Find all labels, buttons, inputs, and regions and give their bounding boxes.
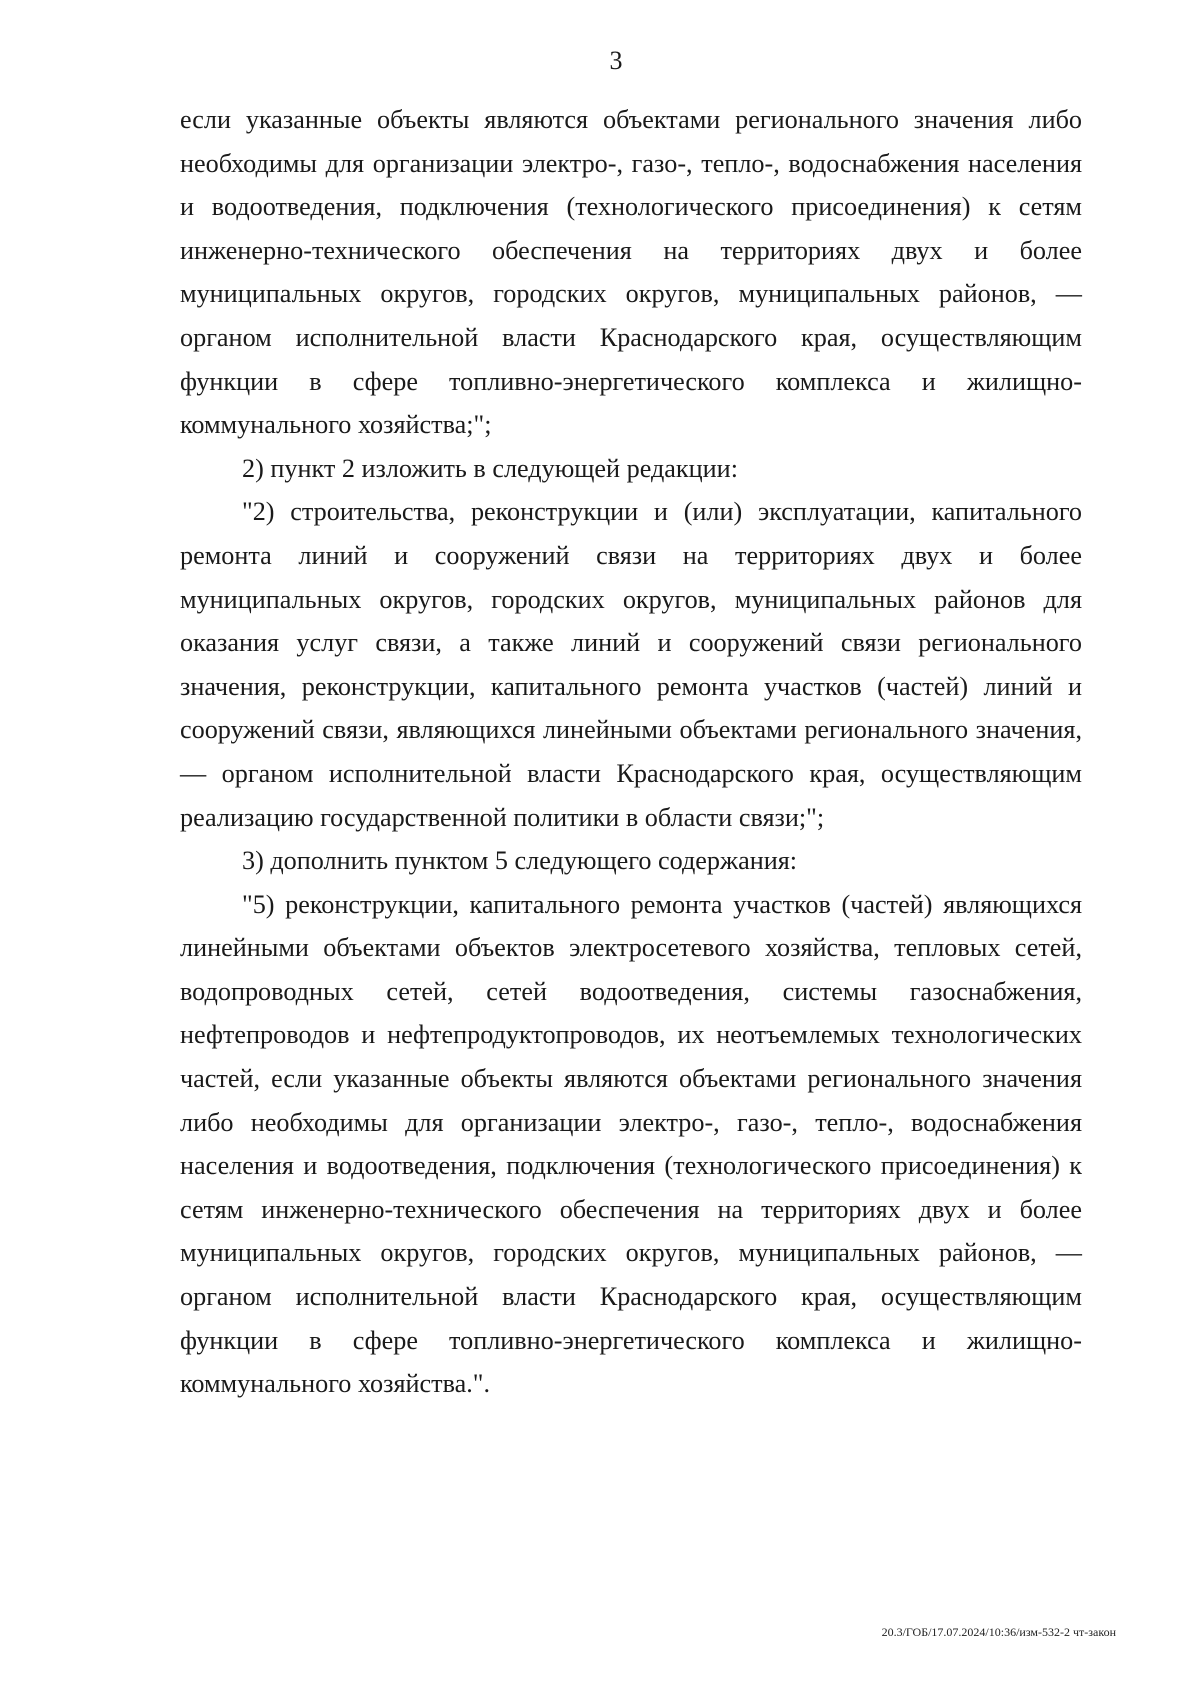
document-body (180, 98, 1082, 1406)
page-number: 3 (609, 46, 623, 75)
paragraph-item-2-instruction: 2) пункт 2 изложить в следующей редакции: (242, 453, 738, 483)
document-footer-code: 20.3/ГОБ/17.07.2024/10:36/изм-532-2 чт-закон (881, 1625, 1116, 1639)
paragraph-item-2-text: "2) строительства, реконструкции и (или) эксплуатации, капитального ремонта линий и сооружений связи на территориях двух и более муниципальных округов, городских округов, муниципальных районов для оказания услуг связи, а также линий и сооружений связи регионального значения, реконструкции, капитального ремонта участков (частей) линий и сооружений связи, являющихся линейными объектами регионального значения, — органом исполнительной власти Краснодарского края, осуществляющим реализацию государственной политики в области связи;"; (180, 497, 1082, 832)
paragraph-continuation: если указанные объекты являются объектами регионального значения либо необходимы для организации электро-, газо-, тепло-, водоснабжения населения и водоотведения, подключения (технологического присоединения) к сетям инженерно-технического обеспечения на территориях двух и более муниципальных округов, городских округов, муниципальных районов, — органом исполнительной власти Краснодарского края, осуществляющим функции в сфере топливно-энергетического комплекса и жилищно-коммунального хозяйства;"; (180, 105, 1082, 440)
paragraph-item-5-text: "5) реконструкции, капитального ремонта участков (частей) являющихся линейными объектами объектов электросетевого хозяйства, тепловых сетей, водопроводных сетей, сетей водоотведения, системы газоснабжения, нефтепроводов и нефтепродуктопроводов, их неотъемлемых технологических частей, если указанные объекты являются объектами регионального значения либо необходимы для организации электро-, газо-, тепло-, водоснабжения населения и водоотведения, подключения (технологического присоединения) к сетям инженерно-технического обеспечения на территориях двух и более муниципальных округов, городских округов, муниципальных районов, — органом исполнительной власти Краснодарского края, осуществляющим функции в сфере топливно-энергетического комплекса и жилищно-коммунального хозяйства.". (180, 889, 1082, 1399)
paragraph-item-3-instruction: 3) дополнить пунктом 5 следующего содержания: (242, 846, 798, 876)
